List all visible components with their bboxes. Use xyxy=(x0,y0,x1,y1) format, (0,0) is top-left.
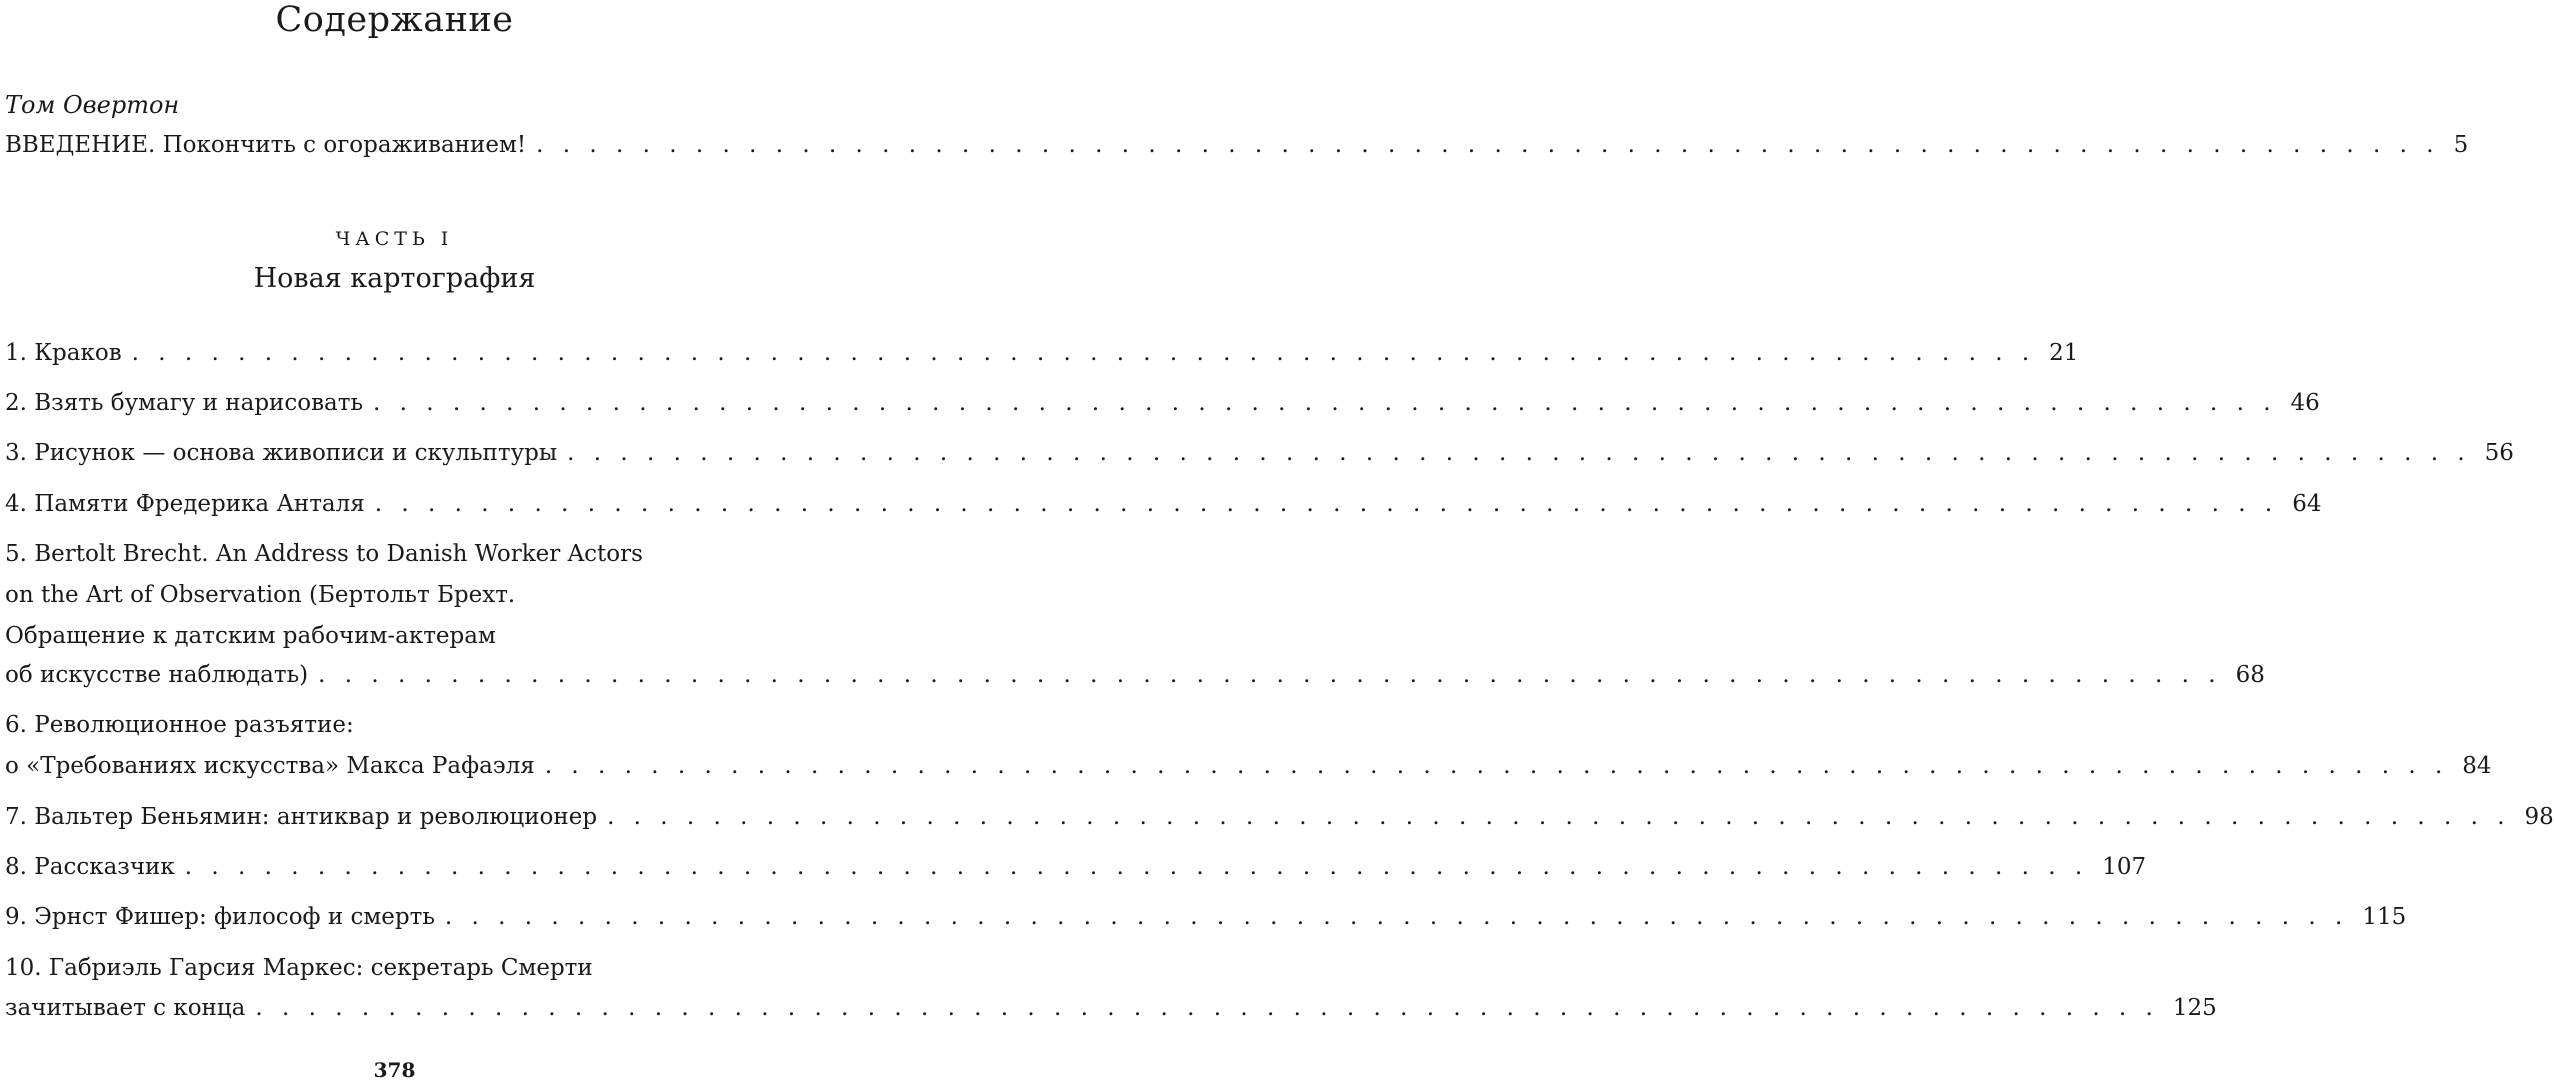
part-title: Новая картография xyxy=(253,263,536,294)
toc-entry-title: 1. Краков xyxy=(5,340,122,366)
toc-entry-5-line-1[interactable] xyxy=(5,537,786,571)
toc-entry-intro[interactable] xyxy=(5,128,2469,162)
toc-entry-7[interactable] xyxy=(5,800,2554,834)
toc-entry-title: Обращение к датским рабочим-актерам xyxy=(5,623,496,649)
toc-entry-page: 64 xyxy=(2292,491,2322,517)
toc-entry-title: 9. Эрнст Фишер: философ и смерть xyxy=(5,904,435,930)
toc-entry-page: 115 xyxy=(2362,904,2407,930)
dot-leader: . . . . . . . . . . . . . . . . . . . . . . . . . . . . . . . . . . . . . . . . . . . . . . . . . . . . . . . . . . . . . . . . . . . . . . . . xyxy=(318,662,2222,688)
dot-leader: . . . . . . . . . . . . . . . . . . . . . . . . . . . . . . . . . . . . . . . . . . . . . . . . . . . . . . . . . . . . . . . . . . . . . . . . xyxy=(567,440,2471,466)
toc-entry-page: 5 xyxy=(2453,132,2469,158)
dot-leader: . . . . . . . . . . . . . . . . . . . . . . . . . . . . . . . . . . . . . . . . . . . . . . . . . . . . . . . . . . . . . . . . . . . . . . . . xyxy=(131,340,2036,366)
toc-entry-4[interactable] xyxy=(5,487,2322,521)
toc-entry-page: 56 xyxy=(2484,440,2514,466)
toc-entry-page: 84 xyxy=(2462,753,2492,779)
toc-entry-9[interactable] xyxy=(5,900,2407,934)
page-title: Содержание xyxy=(275,0,514,40)
toc-entry-title: 6. Революционное разъятие: xyxy=(5,712,354,738)
toc-entry-2[interactable] xyxy=(5,386,2320,420)
toc-entry-6-line-2[interactable] xyxy=(5,749,2492,783)
toc-entry-page: 125 xyxy=(2172,995,2217,1021)
toc-entry-3[interactable] xyxy=(5,436,2514,470)
dot-leader: . . . . . . . . . . . . . . . . . . . . . . . . . . . . . . . . . . . . . . . . . . . . . . . . . . . . . . . . . . . . . . . . . . . . . . . . xyxy=(607,804,2511,830)
toc-entry-6-line-1[interactable] xyxy=(5,708,786,742)
toc-entry-1[interactable] xyxy=(5,336,2079,370)
dot-leader: . . . . . . . . . . . . . . . . . . . . . . . . . . . . . . . . . . . . . . . . . . . . . . . . . . . . . . . . . . . . . . . . . . . . . . . . xyxy=(184,854,2089,880)
toc-entry-title: зачитывает с конца xyxy=(5,995,246,1021)
toc-entry-8[interactable] xyxy=(5,850,2147,884)
toc-entry-10-line-2[interactable] xyxy=(5,991,2217,1025)
dot-leader: . . . . . . . . . . . . . . . . . . . . . . . . . . . . . . . . . . . . . . . . . . . . . . . . . . . . . . . . . . . . . . . . . . . . . . . . xyxy=(536,132,2440,158)
toc-entry-title: 2. Взять бумагу и нарисовать xyxy=(5,390,364,416)
toc-entry-title: ВВЕДЕНИЕ. Покончить с огораживанием! xyxy=(5,132,527,158)
toc-entry-5-line-2[interactable] xyxy=(5,578,786,612)
toc-entry-title: 5. Bertolt Brecht. An Address to Danish Worker Actors xyxy=(5,541,643,567)
toc-entry-title: 4. Памяти Фредерика Анталя xyxy=(5,491,365,517)
dot-leader: . . . . . . . . . . . . . . . . . . . . . . . . . . . . . . . . . . . . . . . . . . . . . . . . . . . . . . . . . . . . . . . . . . . . . . . . xyxy=(255,995,2159,1021)
part-label: ЧАСТЬ I xyxy=(335,228,454,250)
toc-entry-title: 3. Рисунок — основа живописи и скульптуры xyxy=(5,440,558,466)
toc-entry-10-line-1[interactable] xyxy=(5,951,786,985)
dot-leader: . . . . . . . . . . . . . . . . . . . . . . . . . . . . . . . . . . . . . . . . . . . . . . . . . . . . . . . . . . . . . . . . . . . . . . . . xyxy=(444,904,2349,930)
dot-leader: . . . . . . . . . . . . . . . . . . . . . . . . . . . . . . . . . . . . . . . . . . . . . . . . . . . . . . . . . . . . . . . . . . . . . . . . xyxy=(373,390,2277,416)
toc-entry-title: 10. Габриэль Гарсия Маркес: секретарь Смерти xyxy=(5,955,593,981)
dot-leader: . . . . . . . . . . . . . . . . . . . . . . . . . . . . . . . . . . . . . . . . . . . . . . . . . . . . . . . . . . . . . . . . . . . . . . . . xyxy=(374,491,2279,517)
toc-entry-page: 68 xyxy=(2235,662,2265,688)
dot-leader: . . . . . . . . . . . . . . . . . . . . . . . . . . . . . . . . . . . . . . . . . . . . . . . . . . . . . . . . . . . . . . . . . . . . . . . . xyxy=(544,753,2449,779)
page-number: 378 xyxy=(373,1058,416,1082)
toc-entry-title: 7. Вальтер Беньямин: антиквар и революционер xyxy=(5,804,598,830)
toc-entry-title: о «Требованиях искусства» Макса Рафаэля xyxy=(5,753,535,779)
toc-entry-5-line-4[interactable] xyxy=(5,658,2265,692)
toc-entry-title: 8. Рассказчик xyxy=(5,854,175,880)
toc-entry-title: об искусстве наблюдать) xyxy=(5,662,309,688)
toc-entry-5-line-3[interactable] xyxy=(5,619,786,653)
toc-entry-page: 46 xyxy=(2290,390,2320,416)
toc-entry-page: 98 xyxy=(2524,804,2554,830)
toc-entry-page: 21 xyxy=(2049,340,2079,366)
intro-author: Том Овертон xyxy=(5,91,180,119)
toc-entry-page: 107 xyxy=(2102,854,2147,880)
toc-entry-title: on the Art of Observation (Бертольт Брехт. xyxy=(5,582,516,608)
